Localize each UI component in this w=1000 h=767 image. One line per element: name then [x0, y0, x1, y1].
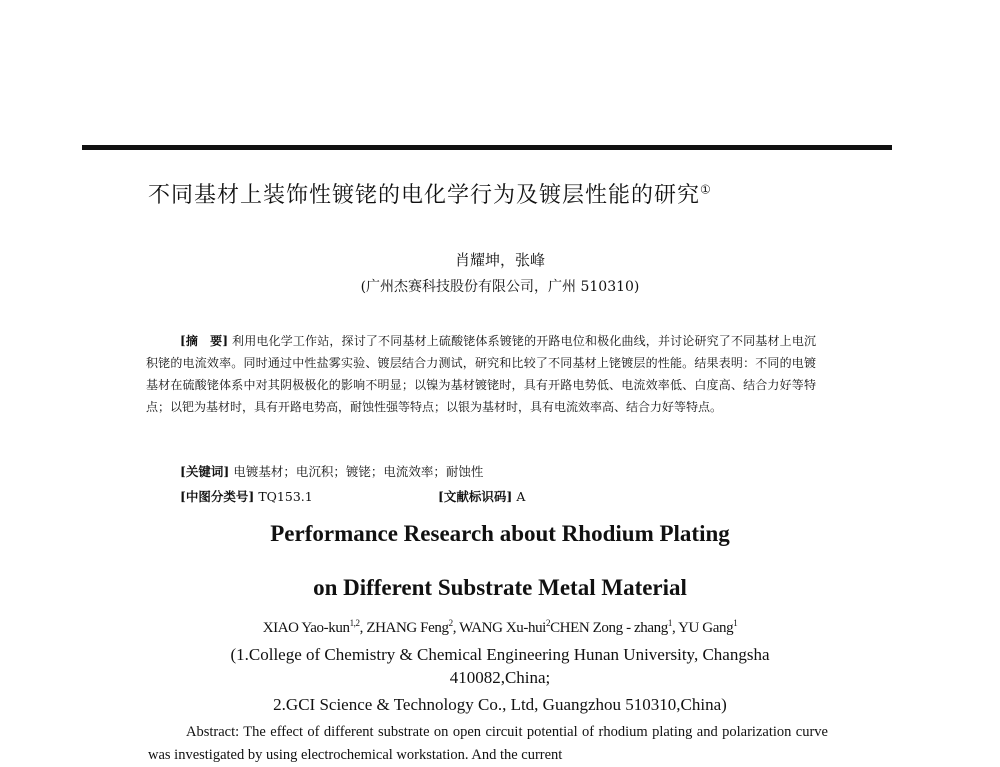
author-en-4: CHEN Zong - zhang: [550, 620, 668, 636]
keywords-cn-text: 电镀基材；电沉积；镀铑；电流效率；耐蚀性: [233, 464, 484, 479]
header-rule: [82, 145, 892, 150]
title-cn-text: 不同基材上装饰性镀铑的电化学行为及镀层性能的研究: [148, 183, 701, 208]
abstract-cn: [146, 330, 816, 418]
clc-code: TQ153.1: [258, 489, 313, 504]
author-en-1: XIAO Yao-kun: [262, 620, 350, 636]
author-en-4-sup: 1: [667, 618, 672, 628]
title-footnote-mark: ①: [700, 182, 712, 197]
abstract-en: Abstract: The effect of different substrate on open circuit potential of rhodium plating and polarization curve was investigated by using electrochemical workstation. And the current: [148, 724, 828, 763]
keywords-label-cn: [关键词]: [180, 464, 230, 479]
affiliation-cn: (广州杰赛科技股份有限公司，广州 510310): [360, 279, 640, 295]
doc-code-label: [文献标识码]: [438, 489, 513, 504]
doc-code: A: [516, 489, 526, 504]
affiliation-en-line1: (1.College of Chemistry & Chemical Engineering Hunan University, Changsha: [230, 645, 770, 664]
paper-title-en-line2: on Different Substrate Metal Material: [313, 575, 687, 600]
abstract-label-cn: [摘 要]: [180, 334, 229, 348]
author-en-2: , ZHANG Feng: [359, 620, 449, 636]
affiliation-en-line3: 2.GCI Science & Technology Co., Ltd, Guangzhou 510310,China): [273, 695, 727, 714]
doc-code-block: [438, 487, 525, 505]
paper-title-en-line1: Performance Research about Rhodium Plating: [270, 521, 730, 546]
affiliation-en-line2: 410082,China;: [449, 668, 551, 687]
authors-en: [0, 618, 1000, 637]
paper-title-cn: [148, 178, 712, 209]
abstract-cn-text: 利用电化学工作站，探讨了不同基材上硫酸铑体系镀铑的开路电位和极化曲线，并讨论研究了不同基材上电沉积铑的电流效率。同时通过中性盐雾实验、镀层结合力测试，研究和比较了不同基材上铑镀层的性能。结果表明：不同的电镀基材在硫酸铑体系中对其阴极极化的影响不明显；以镍为基材镀铑时，具有开路电势低、电流效率低、白度高、结合力好等特点；以钯为基材时，具有开路电势高，耐蚀性强等特点；以银为基材时，具有电流效率高、结合力好等特点。: [146, 334, 816, 414]
keywords-cn: [180, 462, 483, 480]
authors-cn: 肖耀坤，张峰: [454, 251, 545, 269]
classification-row: [180, 487, 526, 505]
clc-label: [中图分类号]: [180, 489, 255, 504]
author-en-2-sup: 2: [448, 618, 453, 628]
author-en-5: , YU Gang: [671, 620, 734, 636]
author-en-5-sup: 1: [733, 618, 738, 628]
author-en-3: , WANG Xu-hui: [452, 620, 546, 636]
author-en-1-sup: 1,2: [349, 618, 360, 628]
author-en-3-sup: 2: [545, 618, 551, 628]
